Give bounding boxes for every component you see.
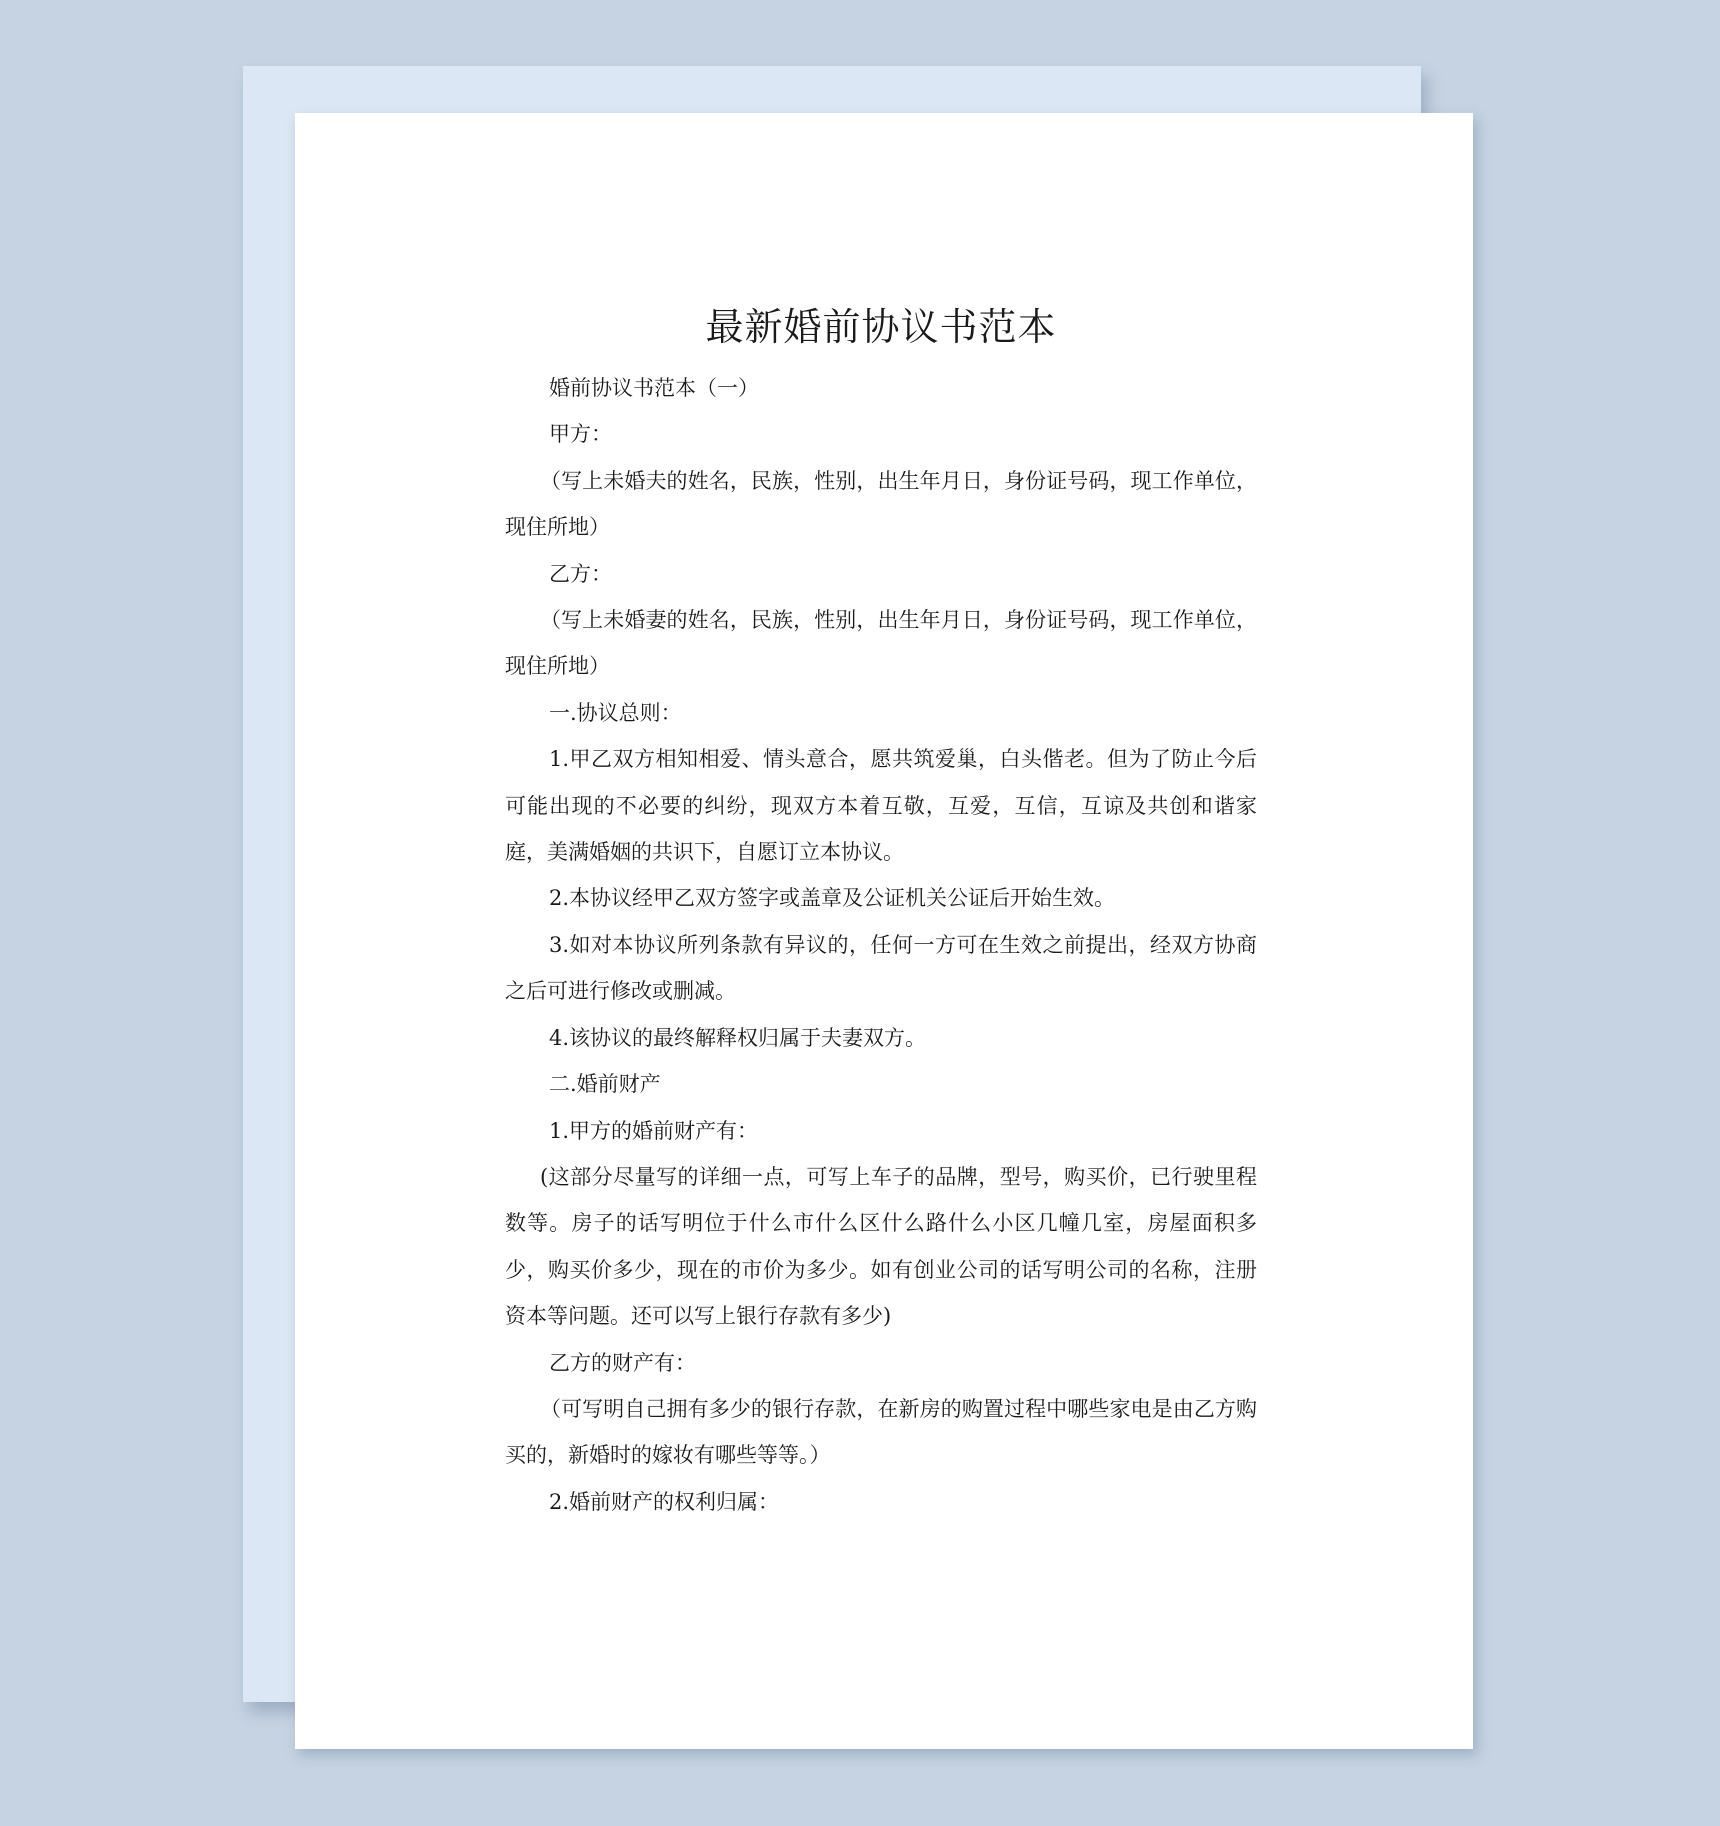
- paragraph: 一.协议总则：: [549, 700, 682, 725]
- document-title: 最新婚前协议书范本: [705, 305, 1057, 349]
- paragraph: （可写明自己拥有多少的银行存款，在新房的购置过程中哪些家电是由乙方购买的，新婚时的嫁妆有哪些等等。）: [505, 1396, 1257, 1468]
- paragraph: 4.该协议的最终解释权归属于夫妻双方。: [549, 1025, 927, 1050]
- paragraph-list: [505, 365, 1257, 1525]
- paragraph: 婚前协议书范本（一）: [549, 376, 759, 400]
- paragraph: 1.甲乙双方相知相爱、情头意合，愿共筑爱巢，白头偕老。但为了防止今后可能出现的不必要的纠纷，现双方本着互敬，互爱，互信，互谅及共创和谐家庭，美满婚姻的共识下，自愿订立本协议。: [505, 747, 1257, 865]
- paragraph: 2.本协议经甲乙双方签字或盖章及公证机关公证后开始生效。: [549, 886, 1116, 911]
- paragraph: 乙方：: [549, 561, 612, 586]
- paragraph: (这部分尽量写的详细一点，可写上车子的品牌，型号，购买价，已行驶里程数等。房子的话写明位于什么市什么区什么路什么小区几幢几室，房屋面积多少，购买价多少，现在的市价为多少。如有创业公司的话写明公司的名称，注册资本等问题。还可以写上银行存款有多少): [505, 1164, 1257, 1329]
- document-page: [295, 113, 1473, 1749]
- paragraph: 二.婚前财产: [549, 1072, 661, 1097]
- paragraph: 3.如对本协议所列条款有异议的，任何一方可在生效之前提出，经双方协商之后可进行修改或删减。: [505, 932, 1257, 1004]
- paragraph: 乙方的财产有：: [549, 1350, 696, 1375]
- document-body: [505, 299, 1257, 1525]
- paragraph: 甲方：: [549, 422, 612, 447]
- paragraph: 1.甲方的婚前财产有：: [549, 1118, 759, 1143]
- paragraph: （写上未婚夫的姓名，民族，性别，出生年月日，身份证号码，现工作单位，现住所地）: [505, 468, 1257, 540]
- paragraph: 2.婚前财产的权利归属：: [549, 1489, 780, 1514]
- paragraph: （写上未婚妻的姓名，民族，性别，出生年月日，身份证号码，现工作单位，现住所地）: [505, 608, 1257, 679]
